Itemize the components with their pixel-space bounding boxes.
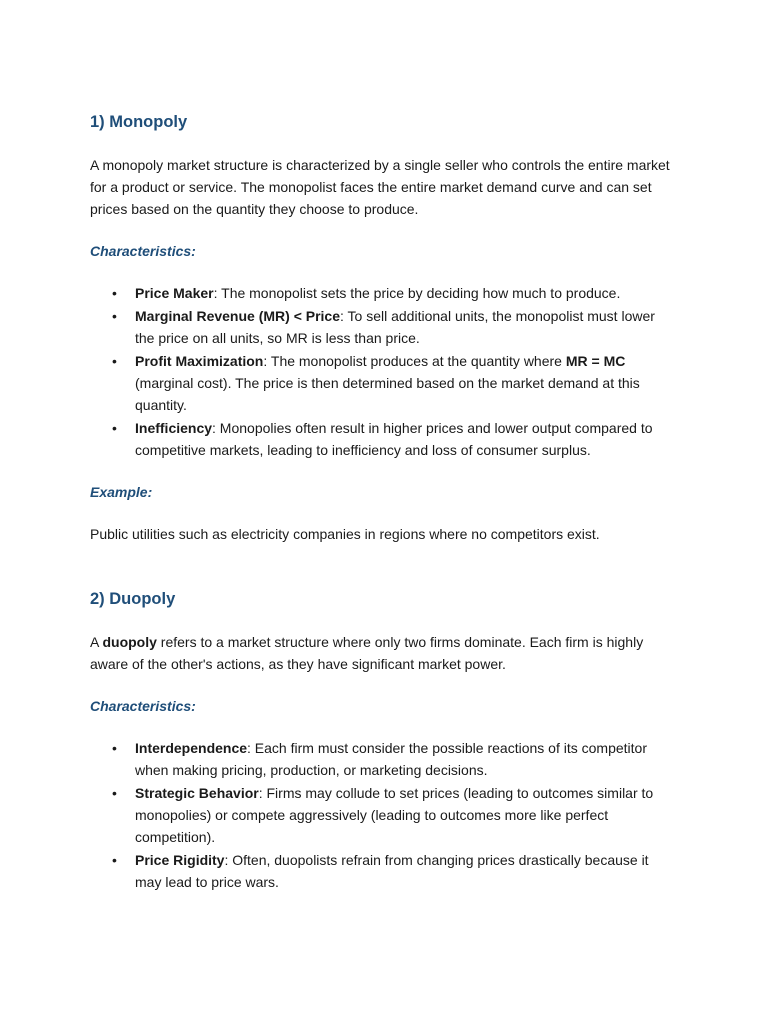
list-item	[112, 417, 678, 461]
item-text: : Firms may collude to set prices (leading to outcomes similar to monopolies) or compete aggressively (leading to outcomes more like perfect competition).	[135, 785, 654, 845]
item-text-after: (marginal cost). The price is then determined based on the market demand at this quantity.	[135, 375, 640, 413]
bullet-icon: •	[112, 353, 117, 369]
list-item	[112, 282, 678, 304]
item-term: Marginal Revenue (MR) < Price	[135, 308, 341, 324]
duopoly-characteristics-label: Characteristics:	[90, 698, 196, 714]
list-item	[112, 350, 678, 416]
list-item	[112, 305, 678, 349]
bullet-icon: •	[112, 285, 117, 301]
bullet-icon: •	[112, 852, 117, 868]
list-item	[112, 737, 678, 781]
list-item	[112, 849, 678, 893]
item-text: : Often, duopolists refrain from changing prices drastically because it may lead to price wars.	[135, 852, 649, 890]
item-text-before: : The monopolist produces at the quantity where	[263, 353, 566, 369]
item-term: Price Maker	[135, 285, 214, 301]
item-text: : The monopolist sets the price by deciding how much to produce.	[213, 285, 621, 301]
monopoly-intro: A monopoly market structure is characterized by a single seller who controls the entire market for a product or service. The monopolist faces the entire market demand curve and can set prices based on the quantity they choose to produce.	[90, 157, 670, 217]
item-term: Price Rigidity	[135, 852, 225, 868]
list-item	[112, 782, 678, 848]
duopoly-heading: 2) Duopoly	[90, 590, 176, 608]
duopoly-characteristics-list	[90, 737, 678, 893]
item-term: Inefficiency	[135, 420, 213, 436]
monopoly-example-text: Public utilities such as electricity companies in regions where no competitors exist.	[90, 526, 600, 542]
item-text: : To sell additional units, the monopolist must lower the price on all units, so MR is less than price.	[135, 308, 655, 346]
duopoly-intro-after: refers to a market structure where only two firms dominate. Each firm is highly aware of the other's actions, as they have significant market power.	[90, 634, 644, 672]
duopoly-intro-before: A	[90, 634, 103, 650]
item-text: : Each firm must consider the possible reactions of its competitor when making pricing, production, or marketing decisions.	[135, 740, 647, 778]
item-term: Profit Maximization	[135, 353, 264, 369]
duopoly-intro-bold: duopoly	[102, 634, 157, 650]
monopoly-heading: 1) Monopoly	[90, 113, 188, 131]
duopoly-section	[90, 587, 678, 893]
monopoly-example-label: Example:	[90, 484, 153, 500]
bullet-icon: •	[112, 740, 117, 756]
bullet-icon: •	[112, 785, 117, 801]
bullet-icon: •	[112, 420, 117, 436]
monopoly-characteristics-list	[90, 282, 678, 461]
item-term: Strategic Behavior	[135, 785, 259, 801]
monopoly-section	[90, 110, 678, 545]
duopoly-intro	[90, 631, 678, 675]
item-term: Interdependence	[135, 740, 248, 756]
bullet-icon: •	[112, 308, 117, 324]
item-bold-mid: MR = MC	[565, 353, 626, 369]
monopoly-characteristics-label: Characteristics:	[90, 243, 196, 259]
item-text: : Monopolies often result in higher prices and lower output compared to competitive markets, leading to inefficiency and loss of consumer surplus.	[135, 420, 653, 458]
